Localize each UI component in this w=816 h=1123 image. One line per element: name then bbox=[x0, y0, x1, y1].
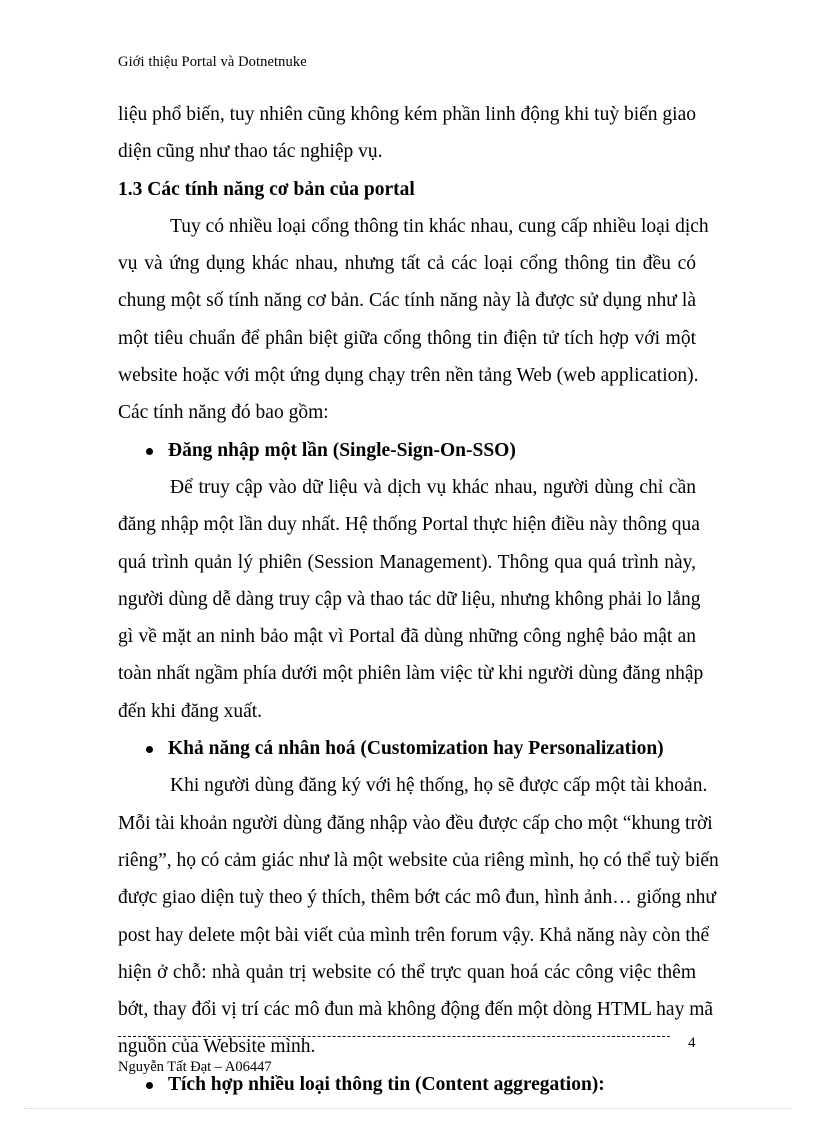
body-line: được giao diện tuỳ theo ý thích, thêm bớt các mô đun, hình ảnh… giống như bbox=[118, 887, 716, 909]
body-line: Mỗi tài khoản người dùng đăng nhập vào đều được cấp cho một “khung trời bbox=[118, 812, 713, 834]
section-heading: 1.3 Các tính năng cơ bản của portal bbox=[118, 178, 415, 200]
bullet-heading: Tích hợp nhiều loại thông tin (Content aggregation): bbox=[168, 1073, 605, 1095]
bullet-item bbox=[118, 730, 696, 767]
body-line: quá trình quản lý phiên (Session Management). Thông qua quá trình này, bbox=[118, 551, 696, 573]
bullet-icon bbox=[146, 746, 153, 753]
body-line: vụ và ứng dụng khác nhau, nhưng tất cả các loại cổng thông tin đều có bbox=[118, 253, 696, 275]
body-line: riêng”, họ có cảm giác như là một website của riêng mình, họ có thể tuỳ biến bbox=[118, 849, 719, 871]
body-line: diện cũng như thao tác nghiệp vụ. bbox=[118, 141, 383, 163]
bullet-item bbox=[118, 432, 696, 469]
page-number: 4 bbox=[688, 1035, 696, 1051]
document-body bbox=[118, 96, 719, 1103]
body-line: post hay delete một bài viết của mình trên forum vậy. Khả năng này còn thể bbox=[118, 924, 710, 946]
body-line: liệu phổ biến, tuy nhiên cũng không kém phần linh động khi tuỳ biến giao bbox=[118, 104, 696, 125]
bullet-icon bbox=[146, 448, 153, 455]
bullet-heading: Khả năng cá nhân hoá (Customization hay Personalization) bbox=[168, 738, 664, 760]
body-line: đăng nhập một lần duy nhất. Hệ thống Portal thực hiện điều này thông qua bbox=[118, 514, 700, 536]
body-line: bớt, thay đổi vị trí các mô đun mà không động đến một dòng HTML hay mã bbox=[118, 999, 714, 1021]
page-edge bbox=[24, 1108, 792, 1109]
body-line: Tuy có nhiều loại cổng thông tin khác nhau, cung cấp nhiều loại dịch bbox=[170, 215, 709, 237]
body-line: một tiêu chuẩn để phân biệt giữa cổng thông tin điện tử tích hợp với một bbox=[118, 327, 696, 349]
body-line: gì về mặt an ninh bảo mật vì Portal đã dùng những công nghệ bảo mật an bbox=[118, 626, 696, 648]
body-line: toàn nhất ngầm phía dưới một phiên làm việc từ khi người dùng đăng nhập bbox=[118, 663, 704, 685]
footer-divider bbox=[118, 1036, 670, 1037]
body-line: người dùng dễ dàng truy cập và thao tác dữ liệu, nhưng không phải lo lắng bbox=[118, 588, 701, 610]
body-line: hiện ở chỗ: nhà quản trị website có thể trực quan hoá các công việc thêm bbox=[118, 961, 696, 983]
body-line: chung một số tính năng cơ bản. Các tính năng này là được sử dụng như là bbox=[118, 290, 696, 312]
body-line: Các tính năng đó bao gồm: bbox=[118, 402, 329, 424]
body-line: đến khi đăng xuất. bbox=[118, 700, 263, 722]
page-header: Giới thiệu Portal và Dotnetnuke bbox=[118, 54, 307, 70]
footer-author: Nguyễn Tất Đạt – A06447 bbox=[118, 1059, 272, 1075]
body-line: Khi người dùng đăng ký với hệ thống, họ sẽ được cấp một tài khoản. bbox=[170, 775, 708, 797]
bullet-heading: Đăng nhập một lần (Single-Sign-On-SSO) bbox=[168, 439, 516, 461]
bullet-icon bbox=[146, 1082, 153, 1089]
body-line: Để truy cập vào dữ liệu và dịch vụ khác nhau, người dùng chỉ cần bbox=[170, 476, 696, 498]
body-line: nguồn của Website mình. bbox=[118, 1036, 316, 1058]
body-line: website hoặc với một ứng dụng chạy trên nền tảng Web (web application). bbox=[118, 365, 699, 387]
